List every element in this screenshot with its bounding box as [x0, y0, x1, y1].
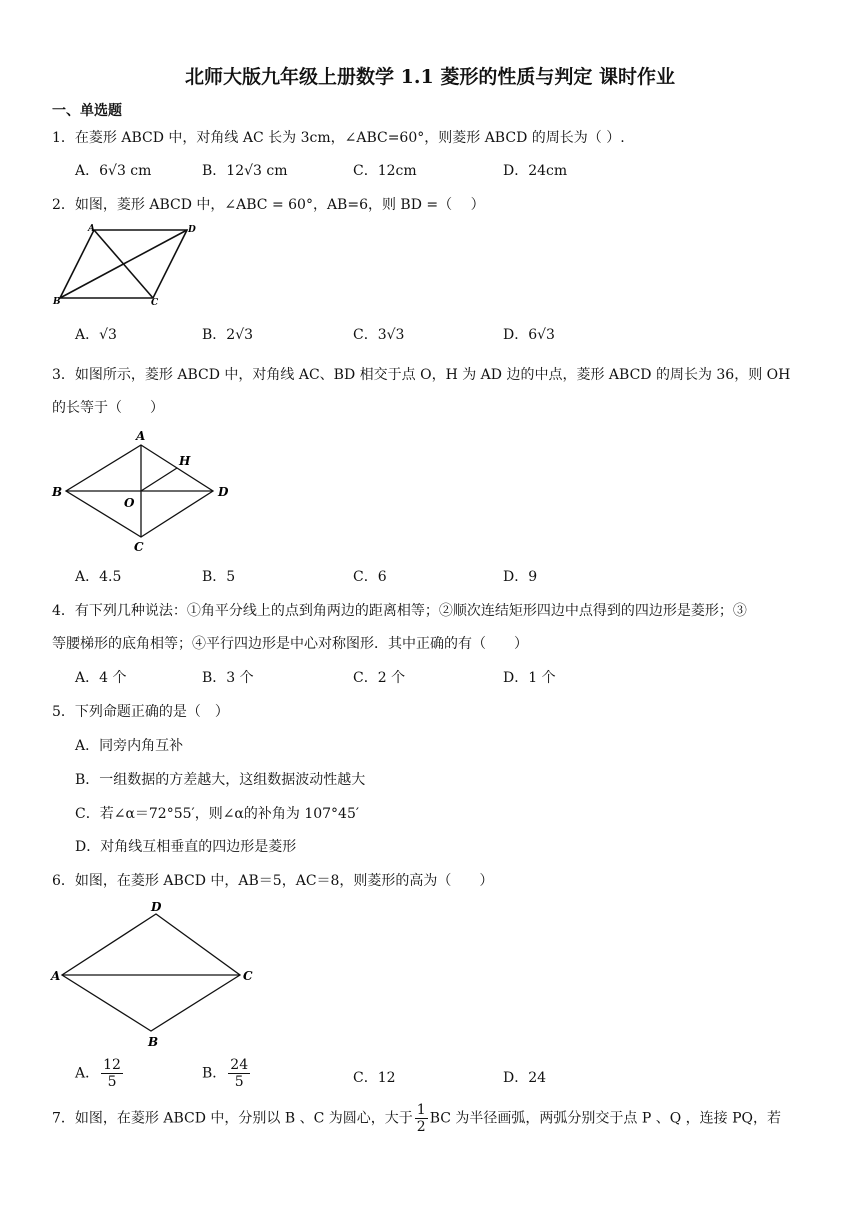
q7-fraction: [415, 1102, 428, 1135]
q6-rhombus-figure: [48, 898, 263, 1050]
q6-rhombus-outline: [62, 914, 240, 1031]
q7-text-after: BC 为半径画弧，两弧分别交于点 P 、Q ，连接 PQ，若: [429, 1110, 781, 1127]
q6-option-a-prefix: A．: [75, 1065, 100, 1082]
q3-label-h: H: [179, 454, 191, 468]
question-4-line1: 4．有下列几种说法：①角平分线上的点到角两边的距离相等；②顺次连结矩形四边中点得到的四边形是菱形；③: [52, 603, 747, 619]
q6-label-a: A: [51, 969, 61, 983]
q2-option-d: D．6√3: [503, 327, 555, 343]
q4-option-a: A．4 个: [75, 670, 127, 686]
question-6-text: 6．如图，在菱形 ABCD 中，AB＝5，AC＝8，则菱形的高为（ ）: [52, 873, 494, 889]
q1-option-b: B．12√3 cm: [202, 163, 288, 179]
q6-option-a-fraction: [101, 1057, 123, 1090]
q6-option-b: [202, 1057, 252, 1090]
q4-option-c: C．2 个: [353, 670, 406, 686]
q6-option-b-fraction: [228, 1057, 250, 1090]
q6-option-b-numerator: 24: [230, 1057, 249, 1073]
question-2-text: 2．如图，菱形 ABCD 中，∠ABC = 60°，AB=6，则 BD =（ ）: [52, 197, 485, 213]
q5-option-b: B．一组数据的方差越大，这组数据波动性越大: [75, 772, 366, 788]
q3-option-d: D．9: [503, 569, 538, 585]
q6-option-a-numerator: 12: [103, 1057, 121, 1073]
q6-option-a: [75, 1057, 125, 1090]
q6-option-a-denominator: 5: [107, 1074, 117, 1090]
q2-label-d: D: [188, 225, 196, 235]
q3-rhombus-figure: [48, 425, 248, 557]
question-3-line1: 3．如图所示，菱形 ABCD 中，对角线 AC、BD 相交于点 O，H 为 AD 边的中点，菱形 ABCD 的周长为 36，则 OH: [52, 367, 791, 383]
q6-label-c: C: [243, 969, 253, 983]
q1-option-d: D．24cm: [503, 163, 568, 179]
q6-option-d: D．24: [503, 1070, 547, 1086]
question-4-line2: 等腰梯形的底角相等；④平行四边形是中心对称图形．其中正确的有（ ）: [52, 636, 528, 652]
q1-option-c: C．12cm: [353, 163, 417, 179]
q3-option-c: C．6: [353, 569, 387, 585]
question-1-text: 1．在菱形 ABCD 中，对角线 AC 长为 3cm，∠ABC=60°，则菱形 ABCD 的周长为（ ）.: [52, 130, 625, 146]
q5-option-c: C．若∠α＝72°55′，则∠α的补角为 107°45′: [75, 806, 360, 822]
question-5-text: 5．下列命题正确的是（ ）: [52, 704, 229, 720]
q2-diagonal-bd: [60, 230, 187, 298]
q2-option-b: B．2√3: [202, 327, 254, 343]
q6-label-b: B: [148, 1035, 159, 1049]
q3-label-o: O: [124, 496, 135, 510]
page-title: 北师大版九年级上册数学 1.1 菱形的性质与判定 课时作业: [185, 66, 675, 88]
q5-option-d: D．对角线互相垂直的四边形是菱形: [75, 839, 297, 855]
q2-option-c: C．3√3: [353, 327, 405, 343]
q3-label-a: A: [136, 429, 146, 443]
section-heading: 一、单选题: [52, 103, 122, 119]
q2-option-a: A．√3: [75, 327, 117, 343]
q1-option-a: A．6√3 cm: [75, 163, 152, 179]
q4-option-b: B．3 个: [202, 670, 254, 686]
q2-label-b: B: [53, 297, 61, 306]
q3-label-c: C: [134, 540, 144, 554]
q5-option-a: A．同旁内角互补: [75, 738, 184, 754]
question-3-line2: 的长等于（ ）: [52, 400, 164, 416]
q3-label-b: B: [52, 485, 63, 499]
q2-rhombus-figure: [50, 222, 200, 306]
q7-numerator: 1: [416, 1102, 426, 1118]
question-7-text: [52, 1102, 781, 1135]
q3-option-b: B．5: [202, 569, 236, 585]
q3-option-a: A．4.5: [75, 569, 122, 585]
q2-label-a: A: [88, 224, 95, 234]
q6-label-d: D: [151, 900, 162, 914]
q6-option-b-denominator: 5: [234, 1074, 244, 1090]
q7-denominator: 2: [416, 1119, 426, 1135]
q2-label-c: C: [151, 298, 159, 306]
q7-text-before: 7．如图，在菱形 ABCD 中，分别以 B 、C 为圆心，大于: [52, 1110, 413, 1127]
q6-option-c: C．12: [353, 1070, 396, 1086]
q4-option-d: D．1 个: [503, 670, 556, 686]
q3-segment-oh: [141, 468, 177, 491]
q6-option-b-prefix: B．: [202, 1065, 227, 1082]
q3-label-d: D: [218, 485, 229, 499]
